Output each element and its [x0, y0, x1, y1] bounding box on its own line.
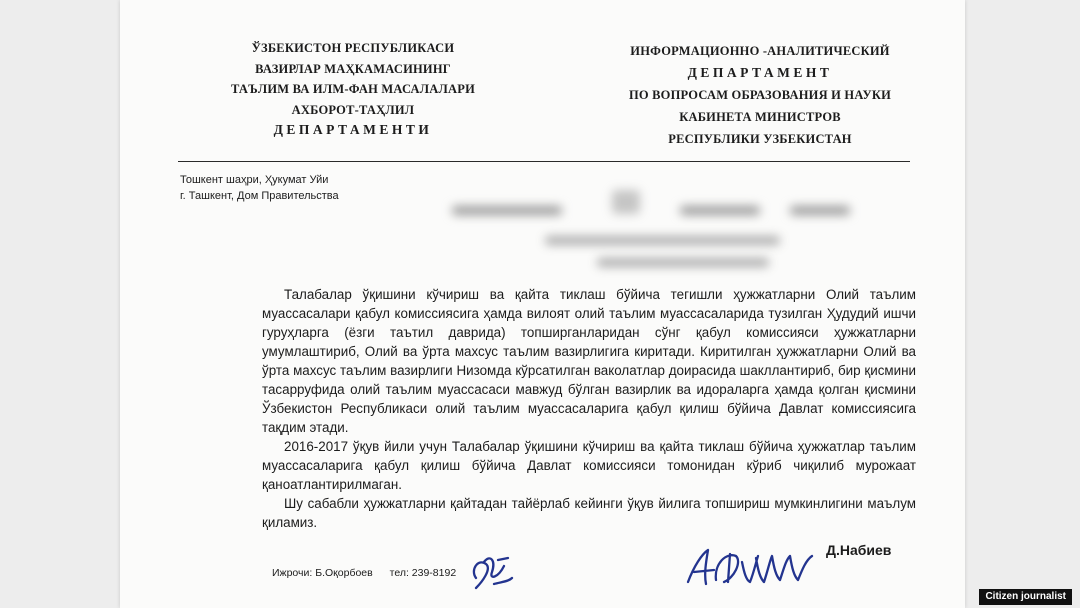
- letterhead-left-line: ЎЗБЕКИСТОН РЕСПУБЛИКАСИ: [251, 41, 455, 55]
- body-paragraph: Талабалар ўқишини кўчириш ва қайта тиклаш бўйича тегишли ҳужжатларни Олий таълим муассасалари қабул комиссиясига ҳамда вилоят олий таълим муассасаларида тузилган Ҳудудий ишчи гуруҳларга (ёзги таътил даврида) топширганларидан сўнг қабул комиссияси ҳужжатларни умумлаштириб, Олий ва ўрта махсус таълим вазирлигига киритади. Киритилган ҳужжатларни Олий ва ўрта махсус таълим вазирлиги Низомда кўрсатилган ваколатлар доирасида шакллантириб, бир қисмини тасарруфида олий таълим муассасаси мавжуд бўлган вазирлик ва идораларга ҳамда қолган қисмини Ўзбекистон Республикаси олий таълим муассасаларига қабул қилиш бўйича Давлат комиссиясига тақдим этади.: [262, 287, 916, 435]
- executor-line: [272, 567, 456, 579]
- address-line: Тошкент шаҳри, Ҳукумат Уйи: [180, 174, 329, 186]
- executor-name: Ижрочи: Б.Оқорбоев: [272, 567, 373, 579]
- letterhead-uzbek: [188, 38, 518, 141]
- letterhead-left-line: ДЕПАРТАМЕНТИ: [273, 122, 433, 137]
- letter-body: [262, 285, 916, 532]
- letterhead-right-line: ПО ВОПРОСАМ ОБРАЗОВАНИЯ И НАУКИ: [628, 88, 892, 102]
- letterhead-right-line: РЕСПУБЛИКИ УЗБЕКИСТАН: [668, 132, 852, 146]
- letterhead-right-line: ИНФОРМАЦИОННО -АНАЛИТИЧЕСКИЙ: [630, 44, 890, 58]
- letterhead-left-line: АХБОРОТ-ТАҲЛИЛ: [291, 102, 415, 117]
- sender-address: [180, 172, 339, 204]
- letterhead-right-line: КАБИНЕТА МИНИСТРОВ: [679, 110, 841, 124]
- letterhead-russian: [590, 40, 930, 150]
- address-line: г. Ташкент, Дом Правительства: [180, 190, 339, 202]
- letterhead-right-line: ДЕПАРТАМЕНТ: [687, 65, 833, 80]
- source-badge: Citizen journalist: [979, 589, 1072, 605]
- letterhead-divider: [178, 161, 910, 162]
- body-paragraph: Шу сабабли ҳужжатларни қайтадан тайёрлаб кейинги ўқув йилига топшириш мумкинлигини маълум қиламиз.: [262, 496, 916, 530]
- executor-phone: тел: 239-8192: [389, 567, 457, 579]
- initials-signature: [468, 542, 516, 592]
- letterhead-left-line: ВАЗИРЛАР МАҲКАМАСИНИНГ: [255, 61, 451, 76]
- director-signature: [684, 542, 824, 592]
- body-paragraph: 2016-2017 ўқув йили учун Талабалар ўқишини кўчириш ва қайта тиклаш бўйича ҳужжатлар таълим муассасаларига қабул қилиш бўйича Давлат комиссияси томонидан кўриб чиқилиб мурожаат қаноатлантирилмаган.: [262, 439, 916, 492]
- letterhead-left-line: ТАЪЛИМ ВА ИЛМ-ФАН МАСАЛАЛАРИ: [230, 82, 476, 96]
- signer-name: Д.Набиев: [826, 542, 892, 558]
